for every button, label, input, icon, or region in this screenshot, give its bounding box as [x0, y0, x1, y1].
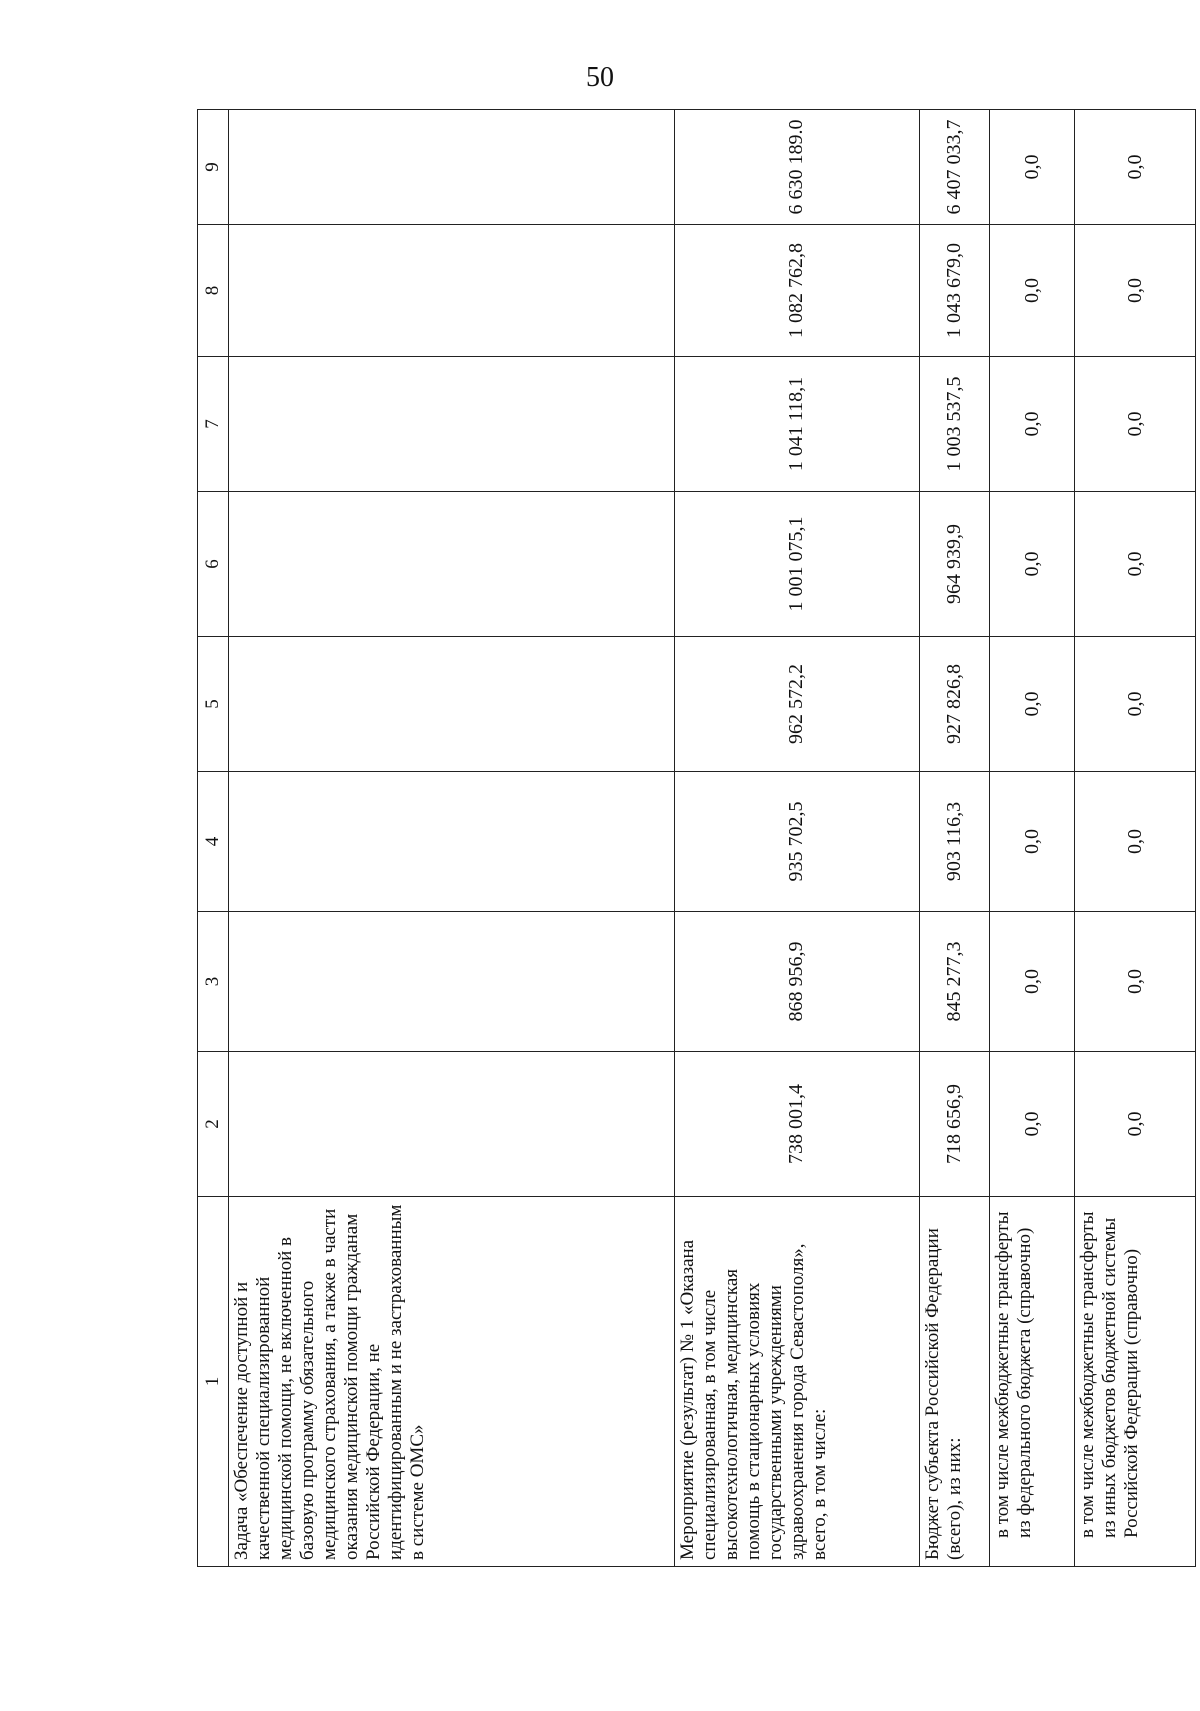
row-label-task: Задача «Обеспечение доступной и качественной специализированной медицинской помощи, не включенной в базовую программу обязательного медицинского страхования, а также в части оказания медицинской помощи гражданам Российской Федерации, не идентифицированным и не застрахованным в системе ОМС» — [229, 1197, 675, 1567]
table-row-task — [229, 110, 675, 1567]
cell-value: 0,0 — [990, 225, 1075, 357]
cell-value: 718 656,9 — [919, 1052, 989, 1197]
cell-value: 6 630 189.0 — [675, 110, 920, 225]
column-header-1: 1 — [198, 1197, 229, 1567]
cell-value — [229, 912, 675, 1052]
row-label-event: Мероприятие (результат) № 1 «Оказана специализированная, в том числе высокотехнологичная, медицинская помощь в стационарных условиях государственными учреждениями здравоохранения города Севастополя», всего, в том числе: — [675, 1197, 920, 1567]
cell-value — [229, 110, 675, 225]
column-header-2: 2 — [198, 1052, 229, 1197]
cell-value — [229, 1052, 675, 1197]
table-row-regional-budget — [919, 110, 989, 1567]
row-label-regional-budget: Бюджет субъекта Российской Федерации (всего), из них: — [919, 1197, 989, 1567]
column-header-4: 4 — [198, 772, 229, 912]
table-row-federal-transfers — [990, 110, 1075, 1567]
column-header-3: 3 — [198, 912, 229, 1052]
row-label-other-transfers: в том числе межбюджетные трансферты из иных бюджетов бюджетной системы Российской Федерации (справочно) — [1075, 1197, 1196, 1567]
table-row-event — [675, 110, 920, 1567]
cell-value — [229, 225, 675, 357]
cell-value: 0,0 — [990, 110, 1075, 225]
cell-value: 935 702,5 — [675, 772, 920, 912]
cell-value: 1 043 679,0 — [919, 225, 989, 357]
cell-value: 0,0 — [990, 912, 1075, 1052]
column-header-5: 5 — [198, 637, 229, 772]
page-number: 50 — [586, 62, 614, 93]
cell-value: 6 407 033,7 — [919, 110, 989, 225]
cell-value — [229, 772, 675, 912]
cell-value: 845 277,3 — [919, 912, 989, 1052]
cell-value: 0,0 — [990, 492, 1075, 637]
column-header-6: 6 — [198, 492, 229, 637]
cell-value: 0,0 — [990, 357, 1075, 492]
cell-value: 0,0 — [1075, 225, 1196, 357]
cell-value: 1 003 537,5 — [919, 357, 989, 492]
column-header-8: 8 — [198, 225, 229, 357]
cell-value: 0,0 — [1075, 492, 1196, 637]
cell-value — [229, 492, 675, 637]
cell-value: 0,0 — [1075, 772, 1196, 912]
cell-value: 0,0 — [1075, 1052, 1196, 1197]
header-row — [198, 110, 229, 1567]
cell-value: 0,0 — [990, 772, 1075, 912]
cell-value: 927 826,8 — [919, 637, 989, 772]
row-label-federal-transfers: в том числе межбюджетные трансферты из федерального бюджета (справочно) — [990, 1197, 1075, 1567]
cell-value: 962 572,2 — [675, 637, 920, 772]
table-row-other-transfers — [1075, 110, 1196, 1567]
cell-value: 903 116,3 — [919, 772, 989, 912]
budget-table — [197, 109, 1196, 1567]
cell-value: 738 001,4 — [675, 1052, 920, 1197]
cell-value: 0,0 — [990, 1052, 1075, 1197]
cell-value: 0,0 — [990, 637, 1075, 772]
cell-value: 1 041 118,1 — [675, 357, 920, 492]
cell-value — [229, 637, 675, 772]
cell-value: 1 001 075,1 — [675, 492, 920, 637]
table-rotated-container — [197, 110, 1196, 1567]
cell-value: 0,0 — [1075, 912, 1196, 1052]
cell-value: 964 939,9 — [919, 492, 989, 637]
cell-value: 1 082 762,8 — [675, 225, 920, 357]
cell-value: 868 956,9 — [675, 912, 920, 1052]
column-header-9: 9 — [198, 110, 229, 225]
cell-value: 0,0 — [1075, 637, 1196, 772]
cell-value — [229, 357, 675, 492]
cell-value: 0,0 — [1075, 110, 1196, 225]
column-header-7: 7 — [198, 357, 229, 492]
cell-value: 0,0 — [1075, 357, 1196, 492]
